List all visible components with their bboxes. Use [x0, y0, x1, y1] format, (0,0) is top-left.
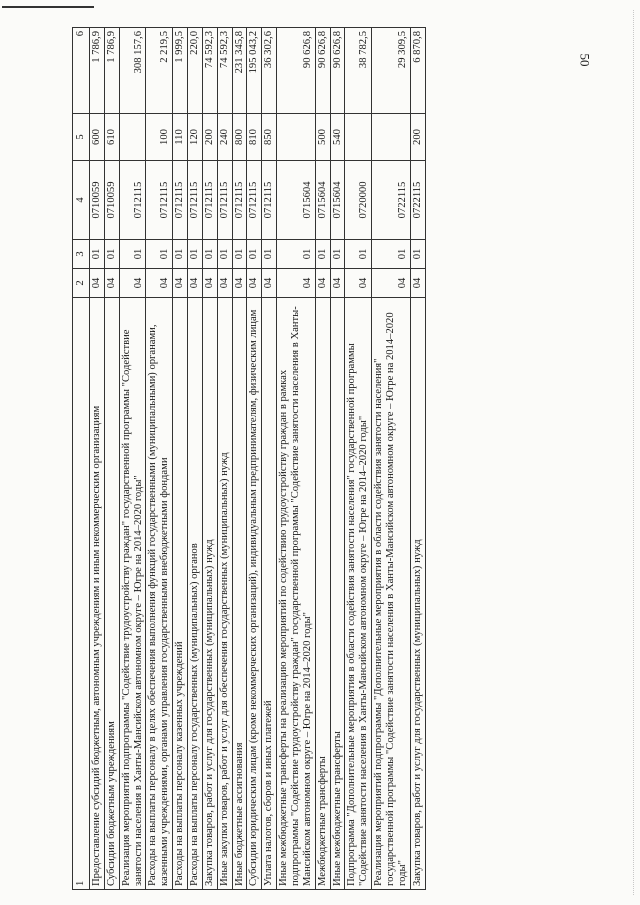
row-target-article: 0712115: [232, 161, 247, 240]
header-col-5: 5: [73, 114, 90, 161]
row-amount: 38 782,5: [345, 28, 372, 114]
table-row: [217, 28, 232, 890]
table-row: [104, 28, 119, 890]
row-subsection: 01: [173, 240, 188, 269]
row-section: 04: [330, 269, 345, 298]
row-amount: 308 157,6: [119, 28, 146, 114]
row-subsection: 01: [345, 240, 372, 269]
row-target-article: 0715604: [277, 161, 316, 240]
row-section: 04: [372, 269, 411, 298]
row-description: Иные закупки товаров, работ и услуг для обеспечения государственных (муниципальных) нужд: [217, 298, 232, 890]
table-row: [345, 28, 372, 890]
row-amount: 195 043,2: [247, 28, 262, 114]
row-subsection: 01: [330, 240, 345, 269]
header-col-6: 6: [73, 28, 90, 114]
row-description: Расходы на выплаты персоналу государственных (муниципальных) органов: [188, 298, 203, 890]
header-col-1: 1: [73, 298, 90, 890]
row-target-article: 0712115: [202, 161, 217, 240]
table-row: [410, 28, 425, 890]
row-description: Иные межбюджетные трансферты на реализацию мероприятий по содействию трудоустройству граждан в рамках подпрограммы "Содействие трудоустройству граждан" государственной программы "Содействие занятости населения в Ханты-Мансийском автономном округе – Югре на 2014–2020 годы": [277, 298, 316, 890]
row-subsection: 01: [188, 240, 203, 269]
row-subsection: 01: [90, 240, 105, 269]
row-expense-type: 800: [232, 114, 247, 161]
row-description: Реализация мероприятий подпрограммы "Содействие трудоустройству граждан" государственной программы "Содействие занятости населения в Ханты-Мансийском автономном округе – Югре на 2014–2020 годы": [119, 298, 146, 890]
row-expense-type: 200: [202, 114, 217, 161]
row-target-article: 0715604: [330, 161, 345, 240]
row-description: Расходы на выплаты персоналу казенных учреждений: [173, 298, 188, 890]
header-col-2: 2: [73, 269, 90, 298]
row-target-article: 0722115: [372, 161, 411, 240]
row-amount: 29 309,5: [372, 28, 411, 114]
row-description: Закупка товаров, работ и услуг для государственных (муниципальных) нужд: [202, 298, 217, 890]
row-section: 04: [173, 269, 188, 298]
row-section: 04: [146, 269, 173, 298]
row-section: 04: [217, 269, 232, 298]
row-target-article: 0712115: [146, 161, 173, 240]
row-subsection: 01: [315, 240, 330, 269]
row-expense-type: 110: [173, 114, 188, 161]
table-row: [262, 28, 277, 890]
table-row: [232, 28, 247, 890]
row-description: Субсидии бюджетным учреждениям: [104, 298, 119, 890]
row-description: Иные бюджетные ассигнования: [232, 298, 247, 890]
row-description: Иные межбюджетные трансферты: [330, 298, 345, 890]
row-expense-type: 200: [410, 114, 425, 161]
row-amount: 90 626,8: [315, 28, 330, 114]
page-edge: [633, 10, 634, 895]
row-target-article: 0712115: [173, 161, 188, 240]
row-amount: 74 592,3: [217, 28, 232, 114]
row-target-article: 0712115: [262, 161, 277, 240]
row-expense-type: 850: [262, 114, 277, 161]
row-target-article: 0710059: [104, 161, 119, 240]
table-row: [372, 28, 411, 890]
row-expense-type: [277, 114, 316, 161]
row-subsection: 01: [277, 240, 316, 269]
row-description: Межбюджетные трансферты: [315, 298, 330, 890]
row-target-article: 0720000: [345, 161, 372, 240]
page-number: 50: [577, 53, 593, 67]
row-section: 04: [315, 269, 330, 298]
row-description: Расходы на выплаты персоналу в целях обеспечения выполнения функций государственными (муниципальными) органами, казенными учреждениями, органами управления государственными внебюджетными фондами: [146, 298, 173, 890]
row-subsection: 01: [119, 240, 146, 269]
table-row: [173, 28, 188, 890]
row-amount: 1 786,9: [90, 28, 105, 114]
row-section: 04: [232, 269, 247, 298]
row-subsection: 01: [262, 240, 277, 269]
row-section: 04: [202, 269, 217, 298]
row-expense-type: 610: [104, 114, 119, 161]
row-expense-type: [345, 114, 372, 161]
row-section: 04: [345, 269, 372, 298]
row-description: Предоставление субсидий бюджетным, автономным учреждениям и иным некоммерческим организациям: [90, 298, 105, 890]
header-row: [73, 28, 90, 890]
row-expense-type: 500: [315, 114, 330, 161]
row-subsection: 01: [217, 240, 232, 269]
row-section: 04: [90, 269, 105, 298]
row-section: 04: [188, 269, 203, 298]
table-row: [315, 28, 330, 890]
row-subsection: 01: [104, 240, 119, 269]
row-expense-type: [119, 114, 146, 161]
row-section: 04: [247, 269, 262, 298]
budget-table: [72, 27, 426, 890]
row-description: Подпрограмма "Дополнительные мероприятия в области содействия занятости населения" государственной программы "Содействие занятости населения в Ханты-Мансийском автономном округе – Югре на 2014–2020 годы": [345, 298, 372, 890]
row-section: 04: [119, 269, 146, 298]
header-col-4: 4: [73, 161, 90, 240]
row-description: Закупка товаров, работ и услуг для государственных (муниципальных) нужд: [410, 298, 425, 890]
row-section: 04: [277, 269, 316, 298]
row-description: Уплата налогов, сборов и иных платежей: [262, 298, 277, 890]
row-amount: 231 345,8: [232, 28, 247, 114]
row-amount: 36 302,6: [262, 28, 277, 114]
row-subsection: 01: [247, 240, 262, 269]
row-amount: 2 219,5: [146, 28, 173, 114]
row-section: 04: [104, 269, 119, 298]
table-row: [247, 28, 262, 890]
row-section: 04: [262, 269, 277, 298]
row-target-article: 0712115: [119, 161, 146, 240]
table-row: [146, 28, 173, 890]
row-subsection: 01: [146, 240, 173, 269]
row-expense-type: 240: [217, 114, 232, 161]
table-row: [202, 28, 217, 890]
row-expense-type: 120: [188, 114, 203, 161]
top-rule: [2, 6, 94, 8]
row-amount: 1 786,9: [104, 28, 119, 114]
row-subsection: 01: [202, 240, 217, 269]
row-subsection: 01: [372, 240, 411, 269]
table-row: [330, 28, 345, 890]
row-amount: 6 870,8: [410, 28, 425, 114]
table-row: [90, 28, 105, 890]
row-amount: 74 592,3: [202, 28, 217, 114]
row-expense-type: 600: [90, 114, 105, 161]
row-expense-type: 540: [330, 114, 345, 161]
row-target-article: 0712115: [217, 161, 232, 240]
row-target-article: 0712115: [247, 161, 262, 240]
row-target-article: 0722115: [410, 161, 425, 240]
row-expense-type: 100: [146, 114, 173, 161]
row-amount: 90 626,8: [330, 28, 345, 114]
row-amount: 220,0: [188, 28, 203, 114]
row-description: Субсидии юридическим лицам (кроме некоммерческих организаций), индивидуальным предпринимателям, физическим лицам: [247, 298, 262, 890]
row-expense-type: 810: [247, 114, 262, 161]
budget-table-container: [72, 31, 602, 890]
row-description: Реализация мероприятий подпрограммы "Дополнительные мероприятия в области содействия занятости населения" государственной программы "Содействие занятости населения в Ханты-Мансийском автономном округе – Югре на 2014–2020 годы": [372, 298, 411, 890]
header-col-3: 3: [73, 240, 90, 269]
row-target-article: 0712115: [188, 161, 203, 240]
row-amount: 90 626,8: [277, 28, 316, 114]
row-target-article: 0715604: [315, 161, 330, 240]
row-subsection: 01: [232, 240, 247, 269]
row-section: 04: [410, 269, 425, 298]
table-row: [277, 28, 316, 890]
row-subsection: 01: [410, 240, 425, 269]
table-row: [119, 28, 146, 890]
row-expense-type: [372, 114, 411, 161]
row-amount: 1 999,5: [173, 28, 188, 114]
table-row: [188, 28, 203, 890]
row-target-article: 0710059: [90, 161, 105, 240]
